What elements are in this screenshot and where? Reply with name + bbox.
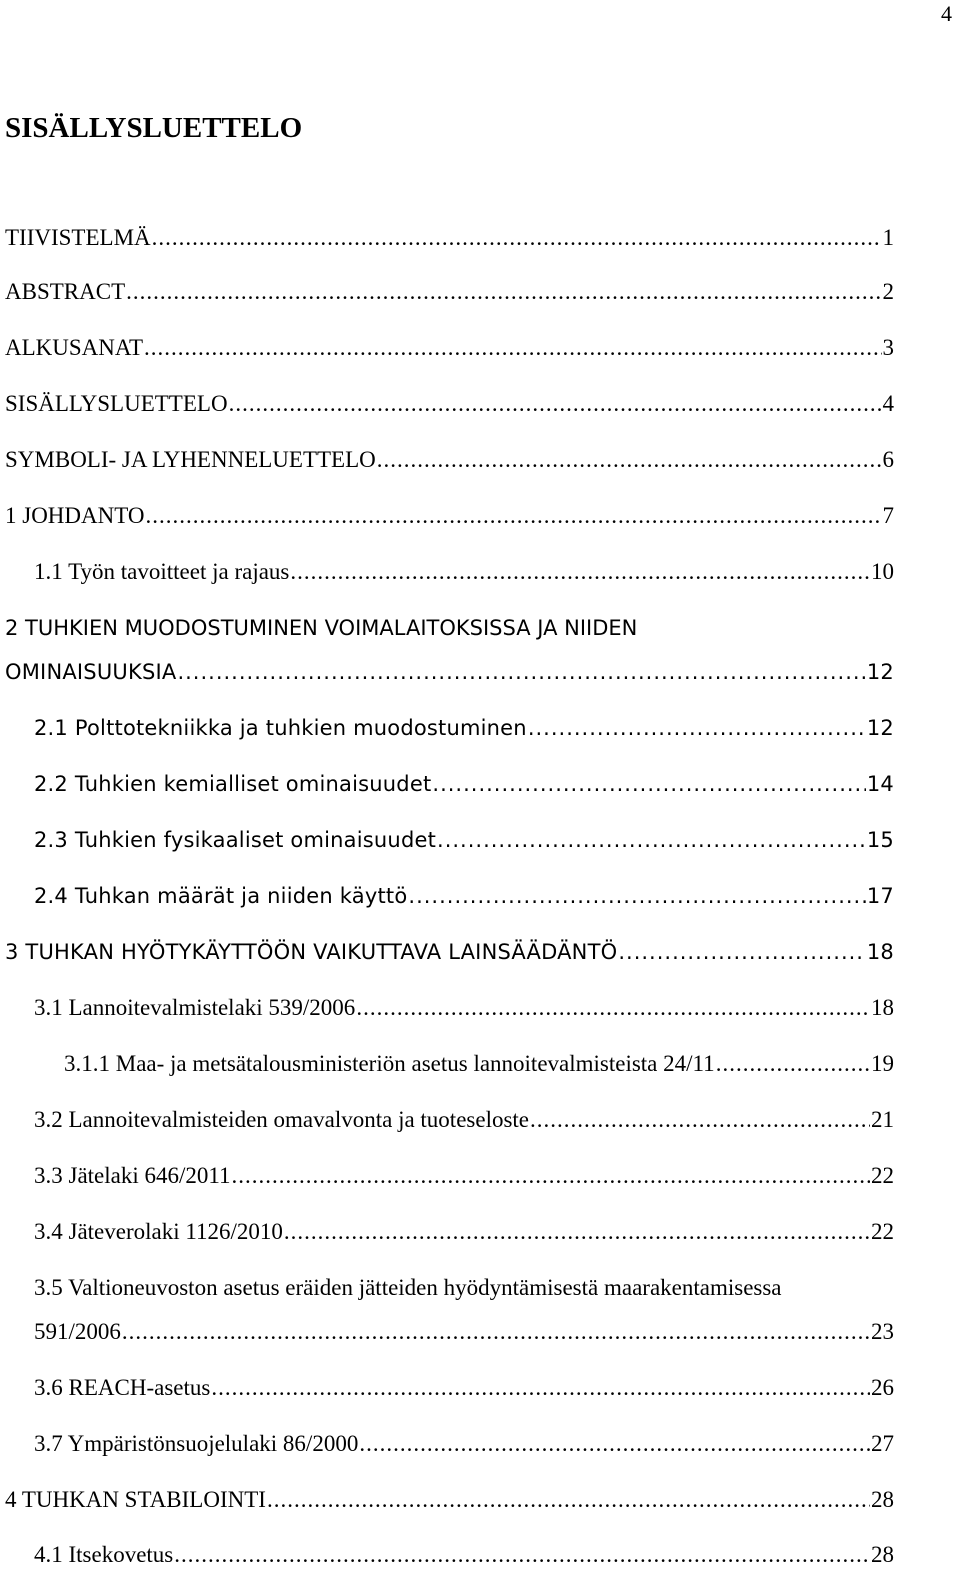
toc-entry-label: 3.1.1 Maa- ja metsätalousministeriön asetus lannoitevalmisteista 24/11	[64, 1051, 715, 1076]
toc-entry-page: 14	[866, 772, 894, 796]
toc-entry[interactable]	[5, 222, 894, 254]
toc-entry-page: 28	[871, 1542, 894, 1567]
toc-leader-dots	[232, 1160, 870, 1192]
toc-entry-page: 17	[866, 884, 894, 908]
toc-entry-label: 2.2 Tuhkien kemialliset ominaisuudet	[34, 772, 432, 796]
toc-leader-dots	[267, 1484, 870, 1516]
toc-leader-dots	[152, 222, 882, 254]
toc-entry-page: 18	[871, 995, 894, 1020]
toc-entry-label: 3.6 REACH-asetus	[34, 1375, 211, 1400]
toc-entry-label-line1[interactable]: 2 TUHKIEN MUODOSTUMINEN VOIMALAITOKSISSA JA NIIDEN	[5, 616, 638, 640]
toc-entry-label-line1[interactable]: 3.5 Valtioneuvoston asetus eräiden jätteiden hyödyntämisestä maarakentamisessa	[34, 1275, 782, 1300]
toc-leader-dots	[177, 656, 865, 688]
toc-entry-label: 3.4 Jäteverolaki 1126/2010	[34, 1219, 283, 1244]
toc-entry-page: 27	[871, 1431, 894, 1456]
toc-entry-page: 1	[882, 225, 894, 250]
toc-entry[interactable]	[5, 1484, 894, 1516]
toc-entry-page: 12	[866, 660, 894, 684]
toc-entry-label: 591/2006	[34, 1319, 121, 1344]
toc-leader-dots	[359, 1428, 870, 1460]
toc-entry[interactable]	[34, 1428, 894, 1460]
toc-entry-label: TIIVISTELMÄ	[5, 225, 151, 250]
toc-leader-dots	[211, 1372, 870, 1404]
toc-entry[interactable]	[34, 880, 894, 912]
toc-entry-page: 22	[871, 1163, 894, 1188]
toc-entry[interactable]	[5, 332, 894, 364]
toc-heading: SISÄLLYSLUETTELO	[5, 112, 303, 144]
toc-entry-page: 7	[882, 503, 894, 528]
toc-entry-label: ABSTRACT	[5, 279, 126, 304]
toc-entry[interactable]	[5, 276, 894, 308]
toc-entry-label: SISÄLLYSLUETTELO	[5, 391, 228, 416]
toc-entry-label: 2.3 Tuhkien fysikaaliset ominaisuudet	[34, 828, 437, 852]
toc-entry[interactable]	[34, 1539, 894, 1571]
toc-entry-label: 3.1 Lannoitevalmistelaki 539/2006	[34, 995, 356, 1020]
toc-entry[interactable]	[34, 768, 894, 800]
toc-entry[interactable]	[64, 1048, 894, 1080]
toc-entry-label: 4 TUHKAN STABILOINTI	[5, 1487, 266, 1512]
toc-entry-page: 22	[871, 1219, 894, 1244]
toc-entry-label: 1.1 Työn tavoitteet ja rajaus	[34, 559, 290, 584]
toc-entry[interactable]	[34, 1104, 894, 1136]
toc-entry-page: 19	[871, 1051, 894, 1076]
toc-entry[interactable]	[34, 992, 894, 1024]
toc-entry-page: 26	[871, 1375, 894, 1400]
toc-entry-page: 28	[871, 1487, 894, 1512]
toc-entry[interactable]	[5, 500, 894, 532]
toc-entry-page: 10	[871, 559, 894, 584]
toc-leader-dots	[432, 768, 865, 800]
toc-leader-dots	[716, 1048, 870, 1080]
toc-entry[interactable]	[34, 1372, 894, 1404]
toc-leader-dots	[618, 936, 866, 968]
toc-leader-dots	[437, 824, 866, 856]
toc-entry-label: ALKUSANAT	[5, 335, 143, 360]
toc-entry[interactable]	[34, 1160, 894, 1192]
toc-entry[interactable]	[34, 712, 894, 744]
toc-entry-page: 4	[882, 391, 894, 416]
toc-leader-dots	[530, 1104, 870, 1136]
toc-entry[interactable]	[5, 936, 894, 968]
toc-entry[interactable]	[5, 388, 894, 420]
toc-entry-page: 18	[866, 940, 894, 964]
toc-leader-dots	[144, 332, 882, 364]
toc-leader-dots	[377, 444, 882, 476]
toc-entry[interactable]	[34, 824, 894, 856]
toc-entry-label: SYMBOLI- JA LYHENNELUETTELO	[5, 447, 376, 472]
toc-entry-label: 3.3 Jätelaki 646/2011	[34, 1163, 231, 1188]
toc-entry-page: 12	[866, 716, 894, 740]
toc-leader-dots	[408, 880, 865, 912]
toc-entry[interactable]	[34, 1316, 894, 1348]
toc-leader-dots	[528, 712, 866, 744]
toc-entry-page: 21	[871, 1107, 894, 1132]
toc-entry[interactable]	[5, 444, 894, 476]
toc-leader-dots	[126, 276, 881, 308]
toc-entry-label: 3 TUHKAN HYÖTYKÄYTTÖÖN VAIKUTTAVA LAINSÄÄDÄNTÖ	[5, 940, 618, 964]
toc-leader-dots	[284, 1216, 870, 1248]
toc-leader-dots	[356, 992, 870, 1024]
page-number: 4	[941, 1, 952, 26]
toc-entry-page: 3	[882, 335, 894, 360]
toc-entry-page: 6	[882, 447, 894, 472]
toc-leader-dots	[290, 556, 870, 588]
toc-leader-dots	[174, 1539, 870, 1571]
toc-leader-dots	[146, 500, 882, 532]
toc-entry[interactable]	[34, 1216, 894, 1248]
toc-leader-dots	[229, 388, 882, 420]
toc-entry-page: 15	[866, 828, 894, 852]
toc-entry-label: 2.1 Polttotekniikka ja tuhkien muodostuminen	[34, 716, 527, 740]
toc-entry-label: 3.2 Lannoitevalmisteiden omavalvonta ja tuoteseloste	[34, 1107, 530, 1132]
toc-entry-label: 2.4 Tuhkan määrät ja niiden käyttö	[34, 884, 408, 908]
toc-entry-label: 1 JOHDANTO	[5, 503, 145, 528]
toc-entry[interactable]	[5, 656, 894, 688]
toc-entry-label: 3.7 Ympäristönsuojelulaki 86/2000	[34, 1431, 359, 1456]
toc-entry-label: 4.1 Itsekovetus	[34, 1542, 174, 1567]
toc-leader-dots	[122, 1316, 870, 1348]
toc-entry[interactable]	[34, 556, 894, 588]
toc-entry-page: 2	[882, 279, 894, 304]
toc-entry-page: 23	[871, 1319, 894, 1344]
toc-entry-label: OMINAISUUKSIA	[5, 660, 177, 684]
